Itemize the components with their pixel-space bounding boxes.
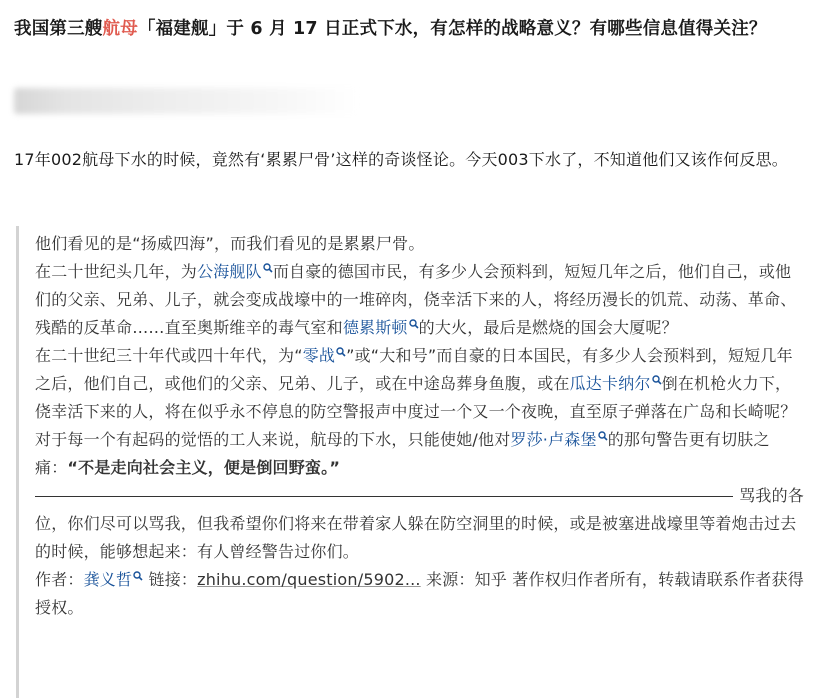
link-text: 罗莎·卢森堡 bbox=[510, 430, 597, 449]
keyword-link-zero-fighter[interactable] bbox=[303, 346, 346, 365]
question-title[interactable] bbox=[14, 14, 804, 44]
separator-text: 骂我的各 bbox=[739, 486, 804, 505]
author-name: 龚义哲 bbox=[83, 570, 133, 589]
text: 的那句警告更有切肤之痛： bbox=[35, 430, 770, 477]
blurred-author-info bbox=[14, 88, 359, 114]
separator-line bbox=[35, 482, 804, 510]
text: 的大火，最后是燃烧的国会大厦呢？ bbox=[418, 318, 678, 337]
search-icon bbox=[133, 571, 143, 581]
keyword-link-high-seas-fleet[interactable] bbox=[197, 262, 273, 281]
quote-paragraph-5: 位，你们尽可以骂我，但我希望你们将来在带着家人躲在防空洞里的时候，或是被塞进战壕里等着炮击过去的时候，能够想起来：有人曾经警告过你们。 bbox=[35, 514, 797, 561]
title-text-1: 我国第三艘 bbox=[14, 19, 103, 39]
search-icon bbox=[598, 431, 608, 441]
quote-paragraph-1: 他们看见的是“扬威四海”，而我们看见的是累累尸骨。 bbox=[35, 234, 425, 253]
text: ”或“大和号”而自豪的日本国民，有多少人会预料到，短短几年之后，他们自己，或他们的父亲、兄弟、儿子，或在中途岛葬身鱼腹，或在 bbox=[35, 346, 793, 393]
text: 而自豪的德国市民，有多少人会预料到，短短几年之后，他们自己，或他们的父亲、兄弟、儿子，就会变成战壕中的一堆碎肉，侥幸活下来的人，将经历漫长的饥荒、动荡、革命、残酷的反革命……直至奥斯维辛的毒气室和 bbox=[35, 262, 797, 337]
emphasized-quote: “不是走向社会主义，便是倒回野蛮。” bbox=[67, 458, 341, 477]
link-text: 德累斯顿 bbox=[342, 318, 408, 337]
link-text: 瓜达卡纳尔 bbox=[569, 374, 651, 393]
horizontal-rule bbox=[35, 496, 733, 497]
link-text: 零战 bbox=[302, 346, 336, 365]
text: 倒在机枪火力下，侥幸活下来的人，将在似乎永不停息的防空警报声中度过一个又一个夜晚，直至原子弹落在广岛和长崎呢？ bbox=[35, 374, 797, 421]
author-link[interactable] bbox=[84, 570, 144, 589]
search-icon bbox=[336, 347, 346, 357]
answer-blockquote bbox=[16, 226, 804, 698]
author-label: 作者： bbox=[35, 570, 84, 589]
text: 在二十世纪头几年，为 bbox=[35, 262, 198, 281]
quote-paragraph-4 bbox=[35, 426, 804, 482]
copyright-footer bbox=[35, 566, 804, 622]
search-icon bbox=[263, 263, 273, 273]
answer-intro: 17年002航母下水的时候，竟然有‘累累尸骨’这样的奇谈怪论。今天003下水了，不知道他们又该作何反思。 bbox=[14, 150, 789, 169]
search-icon bbox=[409, 319, 419, 329]
title-text-2: 「福建舰」于 6 月 17 日正式下水，有怎样的战略意义？有哪些信息值得关注？ bbox=[137, 19, 767, 39]
keyword-link-guadalcanal[interactable] bbox=[570, 374, 662, 393]
text: 在二十世纪三十年代或四十年代，为“ bbox=[35, 346, 303, 365]
link-text: 公海舰队 bbox=[197, 262, 262, 281]
quote-paragraph-3 bbox=[35, 342, 804, 426]
text: 对于每一个有起码的觉悟的工人来说，航母的下水，只能使她/他对 bbox=[35, 430, 511, 449]
quote-paragraph-2 bbox=[35, 258, 804, 342]
source-copyright-text: 来源：知乎 著作权归作者所有，转载请联系作者获得授权。 bbox=[35, 570, 804, 617]
source-url-link[interactable]: zhihu.com/question/5902... bbox=[197, 570, 421, 589]
link-label: 链接： bbox=[143, 570, 198, 589]
keyword-link-rosa-luxemburg[interactable] bbox=[510, 430, 607, 449]
search-icon bbox=[652, 375, 662, 385]
title-keyword-link[interactable]: 航母 bbox=[102, 19, 138, 39]
keyword-link-dresden[interactable] bbox=[343, 318, 419, 337]
